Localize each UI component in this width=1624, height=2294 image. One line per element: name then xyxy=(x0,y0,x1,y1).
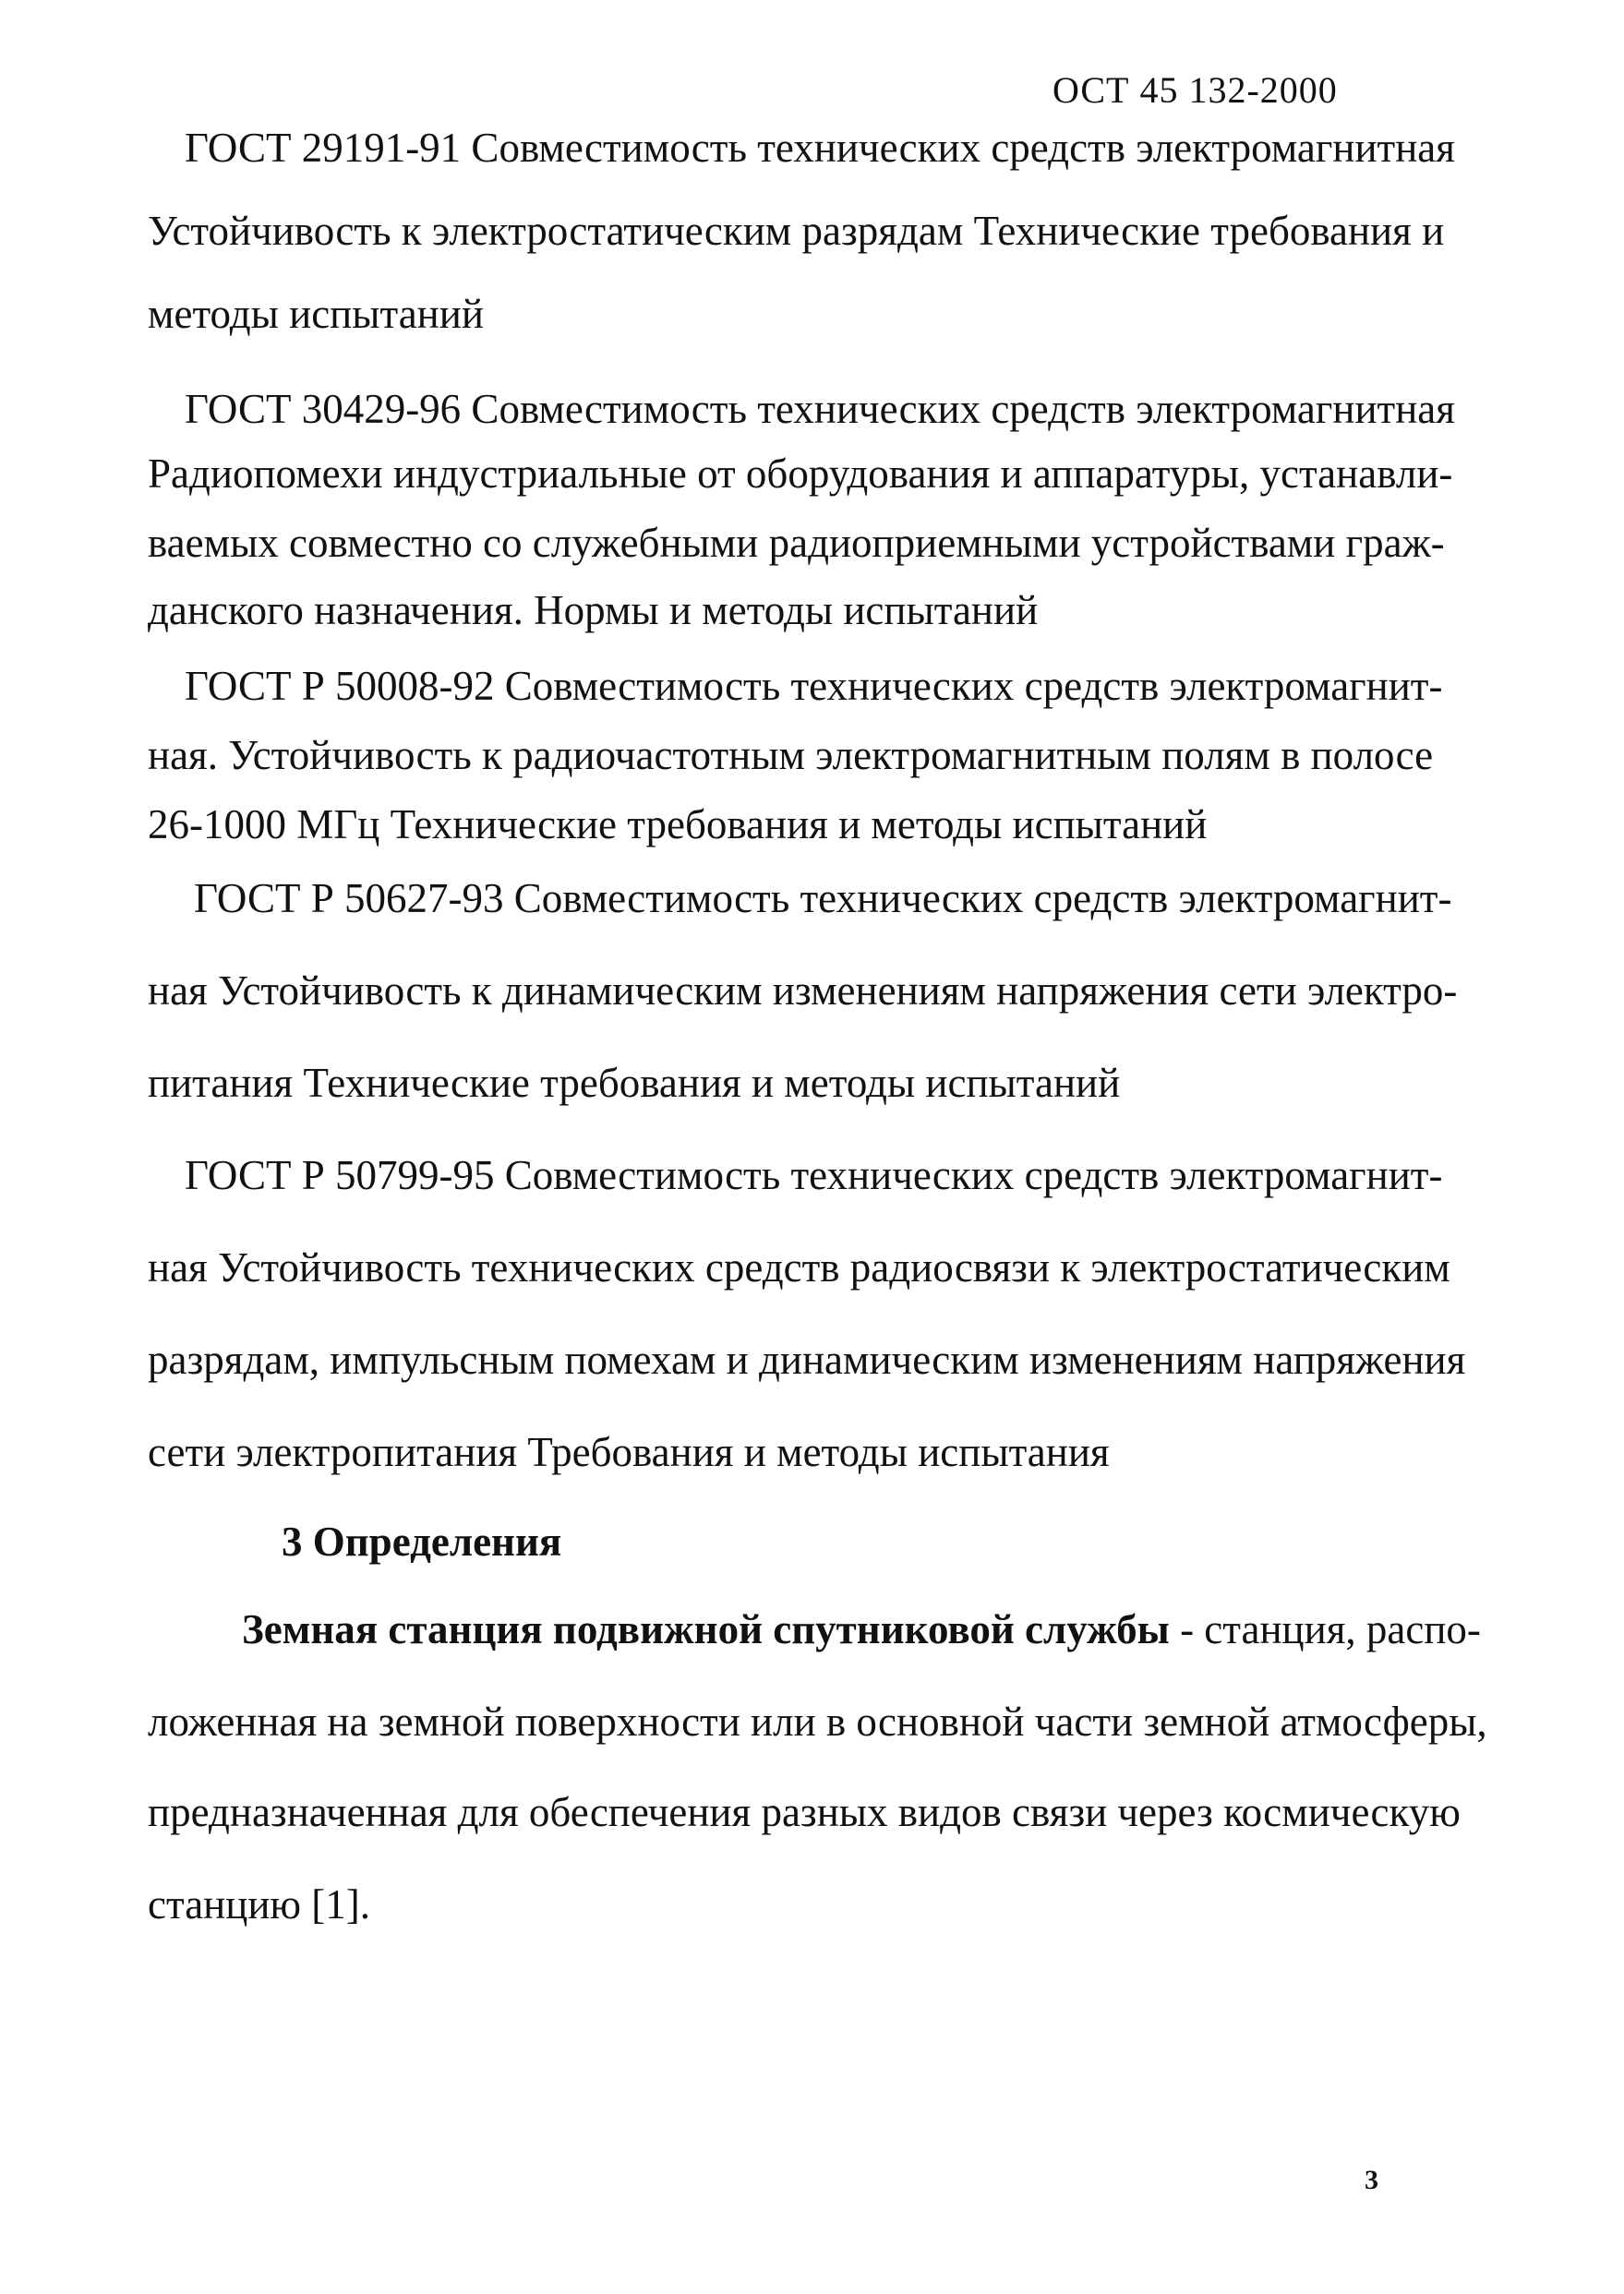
reference-line: сети электропитания Требования и методы испытания xyxy=(148,1429,1110,1475)
reference-line: ГОСТ Р 50627-93 Совместимость технических средств электромагнит- xyxy=(194,875,1452,921)
definition-line: ложенная на земной поверхности или в основной части земной атмосферы, xyxy=(148,1699,1487,1745)
definition-term: Земная станция подвижной спутниковой службы xyxy=(242,1606,1170,1652)
definition-line: станцию [1]. xyxy=(148,1881,370,1928)
reference-line: Устойчивость к электростатическим разрядам Технические требования и xyxy=(148,208,1445,254)
reference-line: ная Устойчивость технических средств радиосвязи к электростатическим xyxy=(148,1244,1450,1291)
reference-line: 26-1000 МГц Технические требования и методы испытаний xyxy=(148,801,1208,847)
reference-line: данского назначения. Нормы и методы испытаний xyxy=(148,587,1039,633)
reference-line: ваемых совместно со служебными радиоприемными устройствами граж- xyxy=(148,520,1445,566)
reference-line: питания Технические требования и методы испытаний xyxy=(148,1060,1121,1106)
reference-line: ГОСТ Р 50799-95 Совместимость технических средств электромагнит- xyxy=(185,1152,1443,1198)
reference-line: ная Устойчивость к динамическим изменениям напряжения сети электро- xyxy=(148,967,1458,1014)
definition-first-line xyxy=(242,1603,1481,1655)
definition-line: предназначенная для обеспечения разных видов связи через космическую xyxy=(148,1789,1461,1835)
reference-line: методы испытаний xyxy=(148,291,484,337)
page-number: 3 xyxy=(1365,2165,1378,2195)
definition-text: - станция, распо- xyxy=(1169,1606,1481,1652)
reference-line: ГОСТ Р 50008-92 Совместимость технических средств электромагнит- xyxy=(185,663,1443,709)
reference-line: ГОСТ 29191-91 Совместимость технических средств электромагнитная xyxy=(185,125,1455,171)
reference-line: разрядам, импульсным помехам и динамическим изменениям напряжения xyxy=(148,1337,1466,1383)
reference-line: Радиопомехи индустриальные от оборудования и аппаратуры, устанавли- xyxy=(148,450,1453,497)
section-heading: 3 Определения xyxy=(282,1519,562,1565)
reference-line: ная. Устойчивость к радиочастотным электромагнитным полям в полосе xyxy=(148,732,1434,778)
reference-line: ГОСТ 30429-96 Совместимость технических средств электромагнитная xyxy=(185,386,1455,432)
document-code: ОСТ 45 132-2000 xyxy=(1053,69,1338,111)
